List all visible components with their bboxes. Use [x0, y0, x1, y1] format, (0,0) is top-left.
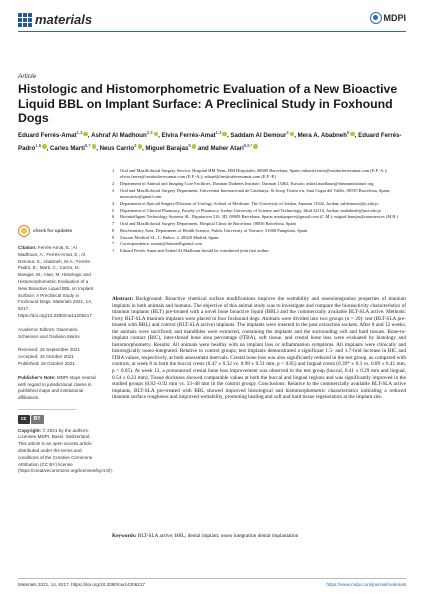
- editors-names: Gianmario Schierano and Giuliano Marini: [18, 326, 80, 339]
- author-name[interactable]: Mera A. Ababneh: [297, 132, 347, 140]
- affiliation-item: [112, 208, 406, 214]
- affiliation-item: [112, 221, 406, 227]
- cc-badge-by: BY: [31, 415, 44, 424]
- affiliation-number: †: [112, 248, 115, 253]
- author-name[interactable]: Miguel Barajas: [145, 144, 189, 152]
- dates-block: [18, 347, 98, 367]
- article-sidebar: [18, 225, 113, 482]
- copyright-text: © 2021 by the authors. Licensee MDPI, Basel, Switzerland. This article is an open access article distributed under the terms and conditions of the Creative Commons Attribution (CC BY) license (https://creativecommons.org/licenses/by/4.0/).: [18, 427, 113, 474]
- affiliation-text: Oral and Maxillofacial Surgery Service, Hospital HM Nens, HM Hospitales, 08009 Barcelona, Spain; eduard.ferres@institutferresamat.com (E.F.-A.); elvira.ferres@institutferresamat.com (E.F.-A.); eduard@institutferresamat.com (E.F.-P.): [120, 168, 388, 180]
- received-date: Received: 15 September 2021: [18, 347, 81, 353]
- author-list: [18, 128, 406, 153]
- affiliation-text: Department of Special Surgery/Division of Urology, School of Medicine, The University of Jordan, Amman 11942, Jordan; saldemour@ju.edu.jo: [120, 200, 379, 206]
- journal-logo-icon: [18, 13, 32, 27]
- affiliation-item: [112, 241, 406, 247]
- publisher-logo-icon: [370, 12, 382, 24]
- affiliation-item: [112, 228, 406, 234]
- affiliation-item: [112, 188, 406, 201]
- affiliation-number: 4: [112, 200, 115, 206]
- published-date: Published: 19 October 2021: [18, 360, 75, 366]
- citation-label: Citation:: [18, 245, 37, 250]
- editors-label: Academic Editors:: [18, 326, 56, 332]
- citation-text[interactable]: Ferrés-Amat, E.; Al Madhoun, A.; Ferrés-Amat, E.; Al Demour, S.; Ababneh, M.A.; Ferrés-Padró, E.; Marti, C.; Carrio, N.; Barajas, M.; Atari, M. Histologic and Histomorphometric Evaluation of a New Bioactive Liquid BBL on Implant Surface: A Preclinical Study in Foxhound Dogs. Materials 2021, 14, 6217. https://doi.org/10.3390/ma14206217: [18, 245, 94, 318]
- abstract: [112, 296, 406, 401]
- author-affiliation-marker: 5: [346, 130, 350, 135]
- affiliation-item: [112, 181, 406, 187]
- author-affiliation-marker: 8: [188, 142, 191, 148]
- citation-block: [18, 245, 98, 320]
- affiliation-item: [112, 168, 406, 181]
- publisher-note-block: [18, 375, 98, 402]
- affiliation-number: *: [112, 241, 115, 247]
- journal-url-link[interactable]: https://www.mdpi.com/journal/materials: [326, 582, 406, 587]
- author-separator: ,: [294, 132, 298, 140]
- affiliation-number: 3: [112, 187, 115, 193]
- affiliation-text: Eduard Ferrés-Amat and Ashraf Al Madhoun should be considered joint first author.: [120, 248, 270, 253]
- author-affiliation-marker: 4: [286, 130, 289, 135]
- keywords: [112, 533, 406, 540]
- journal-name: materials: [35, 12, 93, 27]
- publisher-logo[interactable]: [370, 12, 407, 24]
- affiliation-number: 7: [112, 221, 115, 226]
- copyright-block: [18, 427, 113, 476]
- abstract-text: Background: Bioactive chemical surface modifications improve the wettability and osseointegration properties of titanium implants in both animals and humans. The objective of this animal study was to investigate and compare the bioreactivity characteristics of titanium implants (BLT) pre-treated with a novel bone bioactive liquid (BBL) and the commercially available BLT-SLA active. Methods: Forty BLT-SLA titanium implants were placed in four foxhound dogs. Animals were divided into two groups (n = 20): test (BLT-SLA pre-treated with BBL) and control (BLT-SLA active) implants. The implants were inserted in the post extraction sockets. After 8 and 12 weeks, the animals were sacrificed, and mandibles were extracted, containing the implants and the surrounding soft and hard tissues. Bone-to-implant contact (BIC), inter-thread bone area percentage (ITBA), soft tissue, and crestal bone loss were evaluated by histology and histomorphometry. Results: All animals were healthy with no implant loss or inflammation symptoms. All implants were clinically and histologically osseo-integrated. Relative to control groups, test implants demonstrated a significant 1.5- and 1.7-fold increase in BIC and ITBA values, respectively, at both assessment intervals. Crestal bone loss was also significantly reduced in the test group, as compared with controls, at week 8 in both the buccal crests (0.47 ± 0.32 vs. 0.98 ± 0.51 mm, p < 0.05) and lingual crests (0.39* ± 0.3 vs. 0.89 ± 0.41 mm, p < 0.05). At week 12, a pronounced crestal bone loss improvement was observed in the test group (buccal, 0.41 ± 0.29 mm and lingual, 0.54 ± 0.23 mm). Tissue thickness showed comparable values at both the buccal and lingual regions and was significantly improved in the studied groups (0.82–0.92 mm vs. 33–48 mm in the control group). Conclusions: Relative to the commercially available BLT-SLA active implants, BLT-SLA pre-treated with BBL showed improved histological and histomorphometric characteristics indicating a reduced titanium surface roughness and improved wettability, promoting healing and soft and hard tissue regeneration at the implant site.: [112, 296, 406, 401]
- affiliation-text: Department of Clinical Pharmacy, Faculty of Pharmacy, Jordan University of Science and Technology, Irbid 22110, Jordan; mababneh@just.edu.jo: [120, 207, 382, 213]
- affiliation-number: 6: [112, 214, 115, 220]
- journal-logo[interactable]: [18, 12, 92, 27]
- keywords-text: BLT-SLA active; BBL; dental implant; osseo integration dental implantation: [137, 533, 299, 539]
- affiliation-text: Bioinitelligent Technology Systems SL, Diputacion 316, 3D, 08009 Barcelona, Spain; martipapece@gmail.com (C.M.); miguel.barajas@unavarra.es (M.B.): [120, 214, 398, 220]
- author-name[interactable]: Saddam Al Demour: [230, 132, 287, 140]
- affiliation-number: 9: [112, 234, 115, 240]
- check-updates-icon: [18, 225, 30, 237]
- author-affiliation-marker: 6,9,*: [243, 142, 253, 148]
- author-separator: ,: [87, 132, 92, 140]
- publisher-name: MDPI: [383, 13, 406, 23]
- author-name[interactable]: Carles Marti: [50, 144, 85, 152]
- editors-block: [18, 327, 98, 341]
- author-affiliation-marker: 6,7: [84, 142, 91, 148]
- affiliation-text: Biochemistry Area, Department of Health Science, Public University of Navarre, 31008 Pamplona, Spain: [120, 227, 308, 233]
- publisher-note-label: Publisher's Note:: [18, 374, 56, 380]
- author-separator: ,: [96, 144, 100, 152]
- author-name[interactable]: Neus Carrio: [99, 144, 135, 152]
- affiliation-number: 2: [112, 181, 115, 186]
- author-name[interactable]: Ashraf Al Madhoun: [91, 132, 147, 140]
- author-affiliation-marker: 1,2: [76, 130, 83, 135]
- cc-badge-cc: cc: [18, 415, 30, 424]
- author-affiliation-marker: 2,3: [146, 130, 153, 135]
- author-name[interactable]: Eduard Ferrés-Amat: [18, 132, 77, 140]
- check-for-updates-button[interactable]: [18, 225, 98, 237]
- author-separator: and: [196, 144, 211, 152]
- publisher-note-text: MDPI stays neutral with regard to jurisdictional claims in published maps and institutional affiliations.: [18, 374, 96, 401]
- footer-citation[interactable]: Materials 2021, 14, 6217. https://doi.org/10.3390/ma14206217: [18, 582, 145, 587]
- author-name[interactable]: Maher Atari: [210, 144, 244, 152]
- copyright-label: Copyright:: [18, 427, 42, 433]
- cc-by-license-icon[interactable]: [18, 415, 98, 424]
- author-separator: ,: [226, 132, 231, 140]
- keywords-label: Keywords:: [112, 533, 137, 539]
- affiliation-text: Department of Animal and Imaging Core Facilities, Dasman Diabetes Institute, Dasman 15462, Kuwait; ashraf.madhoun@dasmaninstitute.org: [120, 181, 374, 186]
- affiliation-item: [112, 248, 406, 254]
- check-updates-label: check for updates: [33, 228, 73, 234]
- abstract-label: Abstract:: [112, 296, 134, 302]
- affiliation-number: 1: [112, 168, 115, 173]
- header-divider: [18, 31, 406, 32]
- accepted-date: Accepted: 16 October 2021: [18, 354, 74, 360]
- footer-divider: [18, 578, 406, 579]
- affiliation-text: Oral and Maxillofacial Surgery Department, Universitat Internacional de Catalunya, St Josep Trueta s/n, Sant Cugat del Vallès, 08195 Barcelona, Spain; neuscarrio@gmail.com: [120, 187, 391, 199]
- affiliation-item: [112, 201, 406, 207]
- orcid-icon[interactable]: [253, 144, 258, 149]
- affiliation-number: 5: [112, 207, 115, 213]
- affiliation-text: Ziacom Medical SL, C. Buhos, 2, 28320 Madrid, Spain: [120, 234, 219, 240]
- author-affiliation-marker: 1,3: [215, 130, 222, 135]
- author-separator: ,: [46, 144, 50, 152]
- affiliation-item: [112, 235, 406, 241]
- affiliation-text: Correspondence: matari@biointelligentsl.com: [120, 241, 202, 247]
- author-name[interactable]: Elvira Ferrés-Amat: [161, 132, 216, 140]
- sidebar-divider: [18, 409, 76, 410]
- journal-header: [18, 10, 406, 32]
- article-type: Article: [18, 73, 37, 80]
- affiliation-item: [112, 214, 406, 220]
- author-affiliation-marker: 1,6: [35, 142, 42, 148]
- affiliation-number: 8: [112, 227, 115, 233]
- affiliation-text: Oral and Maxillofacial Surgery Department, Hospital Clinic de Barcelona, 08036 Barcelona, Spain: [120, 221, 296, 226]
- author-name[interactable]: Eduard Ferrés-Padró: [18, 132, 402, 152]
- affiliations: [112, 168, 406, 255]
- page-footer: [18, 582, 406, 587]
- author-separator: ,: [354, 132, 359, 140]
- author-separator: ,: [158, 132, 162, 140]
- article-title: Histologic and Histomorphometric Evaluation of a New Bioactive Liquid BBL on Implant Surface: A Preclinical Study in Foxhound Dogs: [18, 82, 398, 125]
- author-affiliation-marker: 3: [134, 142, 137, 148]
- author-separator: ,: [142, 144, 146, 152]
